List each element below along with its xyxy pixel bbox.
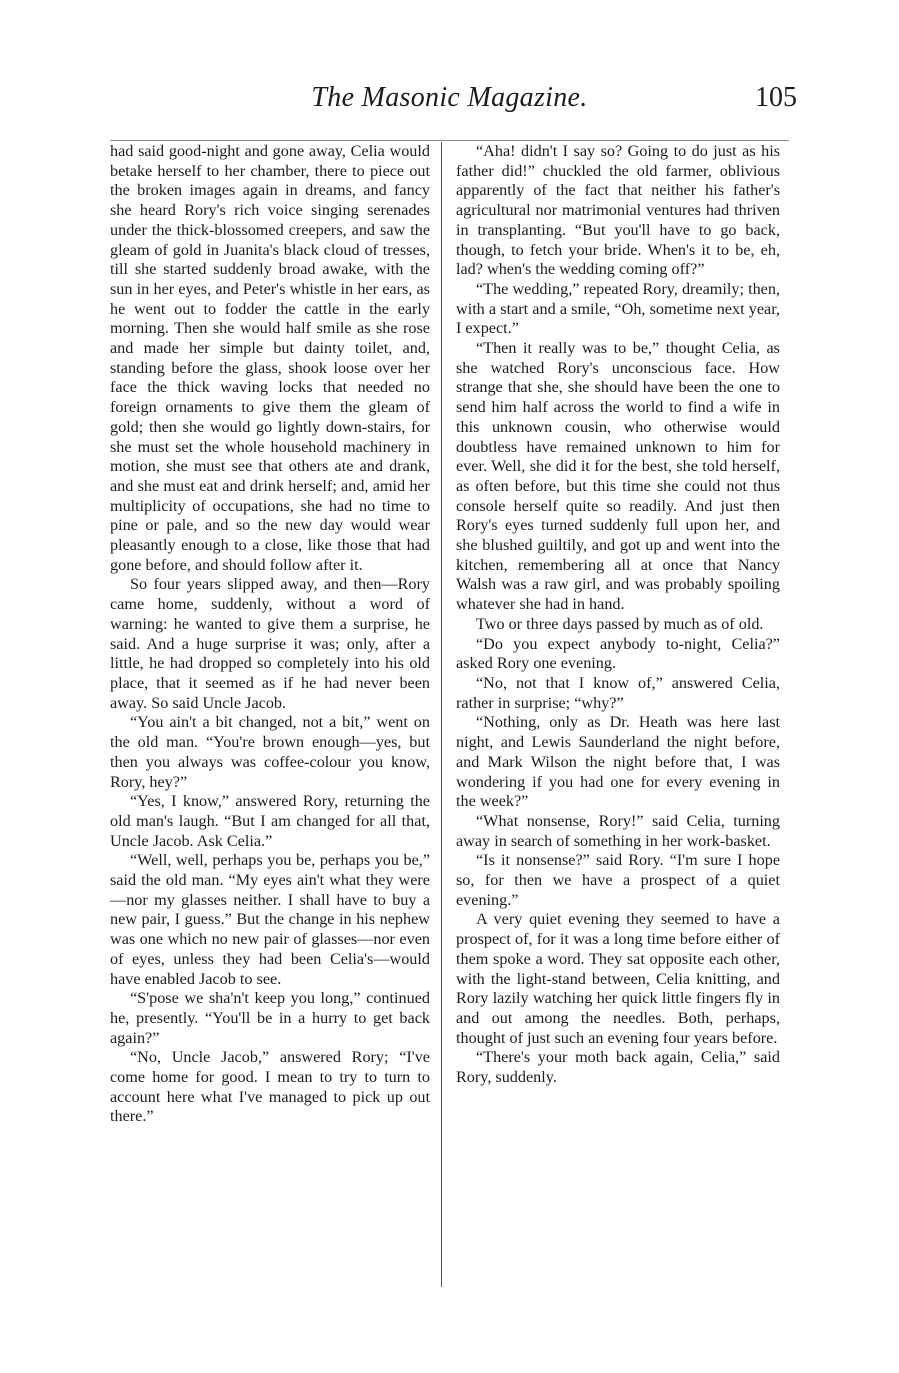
paragraph: So four years slipped away, and then—Rory came home, suddenly, without a word of warning: he wanted to give them a surprise, he said. And a huge surprise it was; only, after a little, he had dropped so completely into his old place, that it seemed as if he had never been away. So said Uncle Jacob. bbox=[110, 575, 430, 712]
paragraph: “Nothing, only as Dr. Heath was here last night, and Lewis Saunderland the night before, and Mark Wilson the night before that, I was wondering if you had one for every evening in the week?” bbox=[456, 713, 780, 811]
paragraph: Two or three days passed by much as of old. bbox=[476, 614, 764, 633]
paragraph: “What nonsense, Rory!” said Celia, turning away in search of something in her work-basket. bbox=[456, 811, 780, 850]
paragraph: “S'pose we sha'n't keep you long,” continued he, presently. “You'll be in a hurry to get back again?” bbox=[110, 989, 430, 1047]
paragraph: “Well, well, perhaps you be, perhaps you be,” said the old man. “My eyes ain't what they were—nor my glasses neither. I shall have to buy a new pair, I guess.” But the change in his nephew was one which no new pair of glasses—nor even of eyes, unless they had been Celia's—would have enabled Jacob to see. bbox=[110, 851, 430, 988]
right-column bbox=[456, 142, 780, 1088]
paragraph: “Then it really was to be,” thought Celia, as she watched Rory's unconscious face. How strange that she, she should have been the one to send him half across the world to find a wife in this unknown cousin, who otherwise would doubtless have remained unknown to him for ever. Well, she did it for the best, she told herself, as often before, but this time she could not thus console herself quite so readily. And just then Rory's eyes turned suddenly full upon her, and she blushed guiltily, and got up and went into the kitchen, remembering all at once that Nancy Walsh was a raw girl, and was probably spoiling whatever she had in hand. bbox=[456, 339, 780, 614]
header-rule bbox=[110, 140, 789, 141]
paragraph: “Yes, I know,” answered Rory, returning the old man's laugh. “But I am changed for all that, Uncle Jacob. Ask Celia.” bbox=[110, 792, 430, 850]
left-column bbox=[110, 142, 430, 1127]
paragraph: “No, not that I know of,” answered Celia, rather in surprise; “why?” bbox=[456, 673, 780, 712]
paragraph: had said good-night and gone away, Celia would betake herself to her chamber, there to piece out the broken images again in dreams, and fancy she heard Rory's rich voice singing serenades under the thick-blossomed creepers, and saw the gleam of gold in Juanita's black cloud of tresses, till she started suddenly broad awake, with the sun in her eyes, and Peter's whistle in her ears, as he went out to fodder the cattle in the early morning. Then she would half smile as she rose and made her simple but dainty toilet, and, standing before the glass, shook loose over her face the thick waving locks that needed no foreign ornaments to give them the gleam of gold; then she would go lightly down-stairs, for she must set the whole household machinery in motion, she must see that others ate and drank, and she must eat and drink herself; and, amid her multiplicity of occupations, she had no time to pine or pale, and so the new day would wear pleasantly enough to a close, like those that had gone before, and should follow after it. bbox=[110, 142, 430, 574]
page-number: 105 bbox=[755, 82, 797, 113]
column-divider bbox=[441, 142, 442, 1287]
paragraph: “No, Uncle Jacob,” answered Rory; “I've come home for good. I mean to try to turn to account here what I've managed to pick up out there.” bbox=[110, 1048, 430, 1126]
paragraph: A very quiet evening they seemed to have a prospect of, for it was a long time before either of them spoke a word. They sat opposite each other, with the light-stand between, Celia knitting, and Rory lazily watching her quick little fingers fly in and out among the needles. Both, perhaps, thought of just such an evening four years before. bbox=[456, 910, 780, 1047]
paragraph: “Aha! didn't I say so? Going to do just as his father did!” chuckled the old farmer, oblivious apparently of the fact that neither his father's agricultural nor matrimonial ventures had thriven in transplanting. “But you'll have to go back, though, to fetch your bride. When's it to be, eh, lad? when's the wedding coming off?” bbox=[456, 142, 780, 279]
paragraph: “You ain't a bit changed, not a bit,” went on the old man. “You're brown enough—yes, but then you always was coffee-colour you know, Rory, hey?” bbox=[110, 713, 430, 791]
paragraph: “There's your moth back again, Celia,” said Rory, suddenly. bbox=[456, 1048, 780, 1087]
page-header bbox=[0, 82, 899, 122]
running-title: The Masonic Magazine. bbox=[311, 82, 588, 113]
paragraph: “Is it nonsense?” said Rory. “I'm sure I hope so, for then we have a prospect of a quiet evening.” bbox=[456, 851, 780, 909]
paragraph: “The wedding,” repeated Rory, dreamily; then, with a start and a smile, “Oh, sometime next year, I expect.” bbox=[456, 279, 780, 338]
paragraph: “Do you expect anybody to-night, Celia?” asked Rory one evening. bbox=[456, 634, 780, 673]
